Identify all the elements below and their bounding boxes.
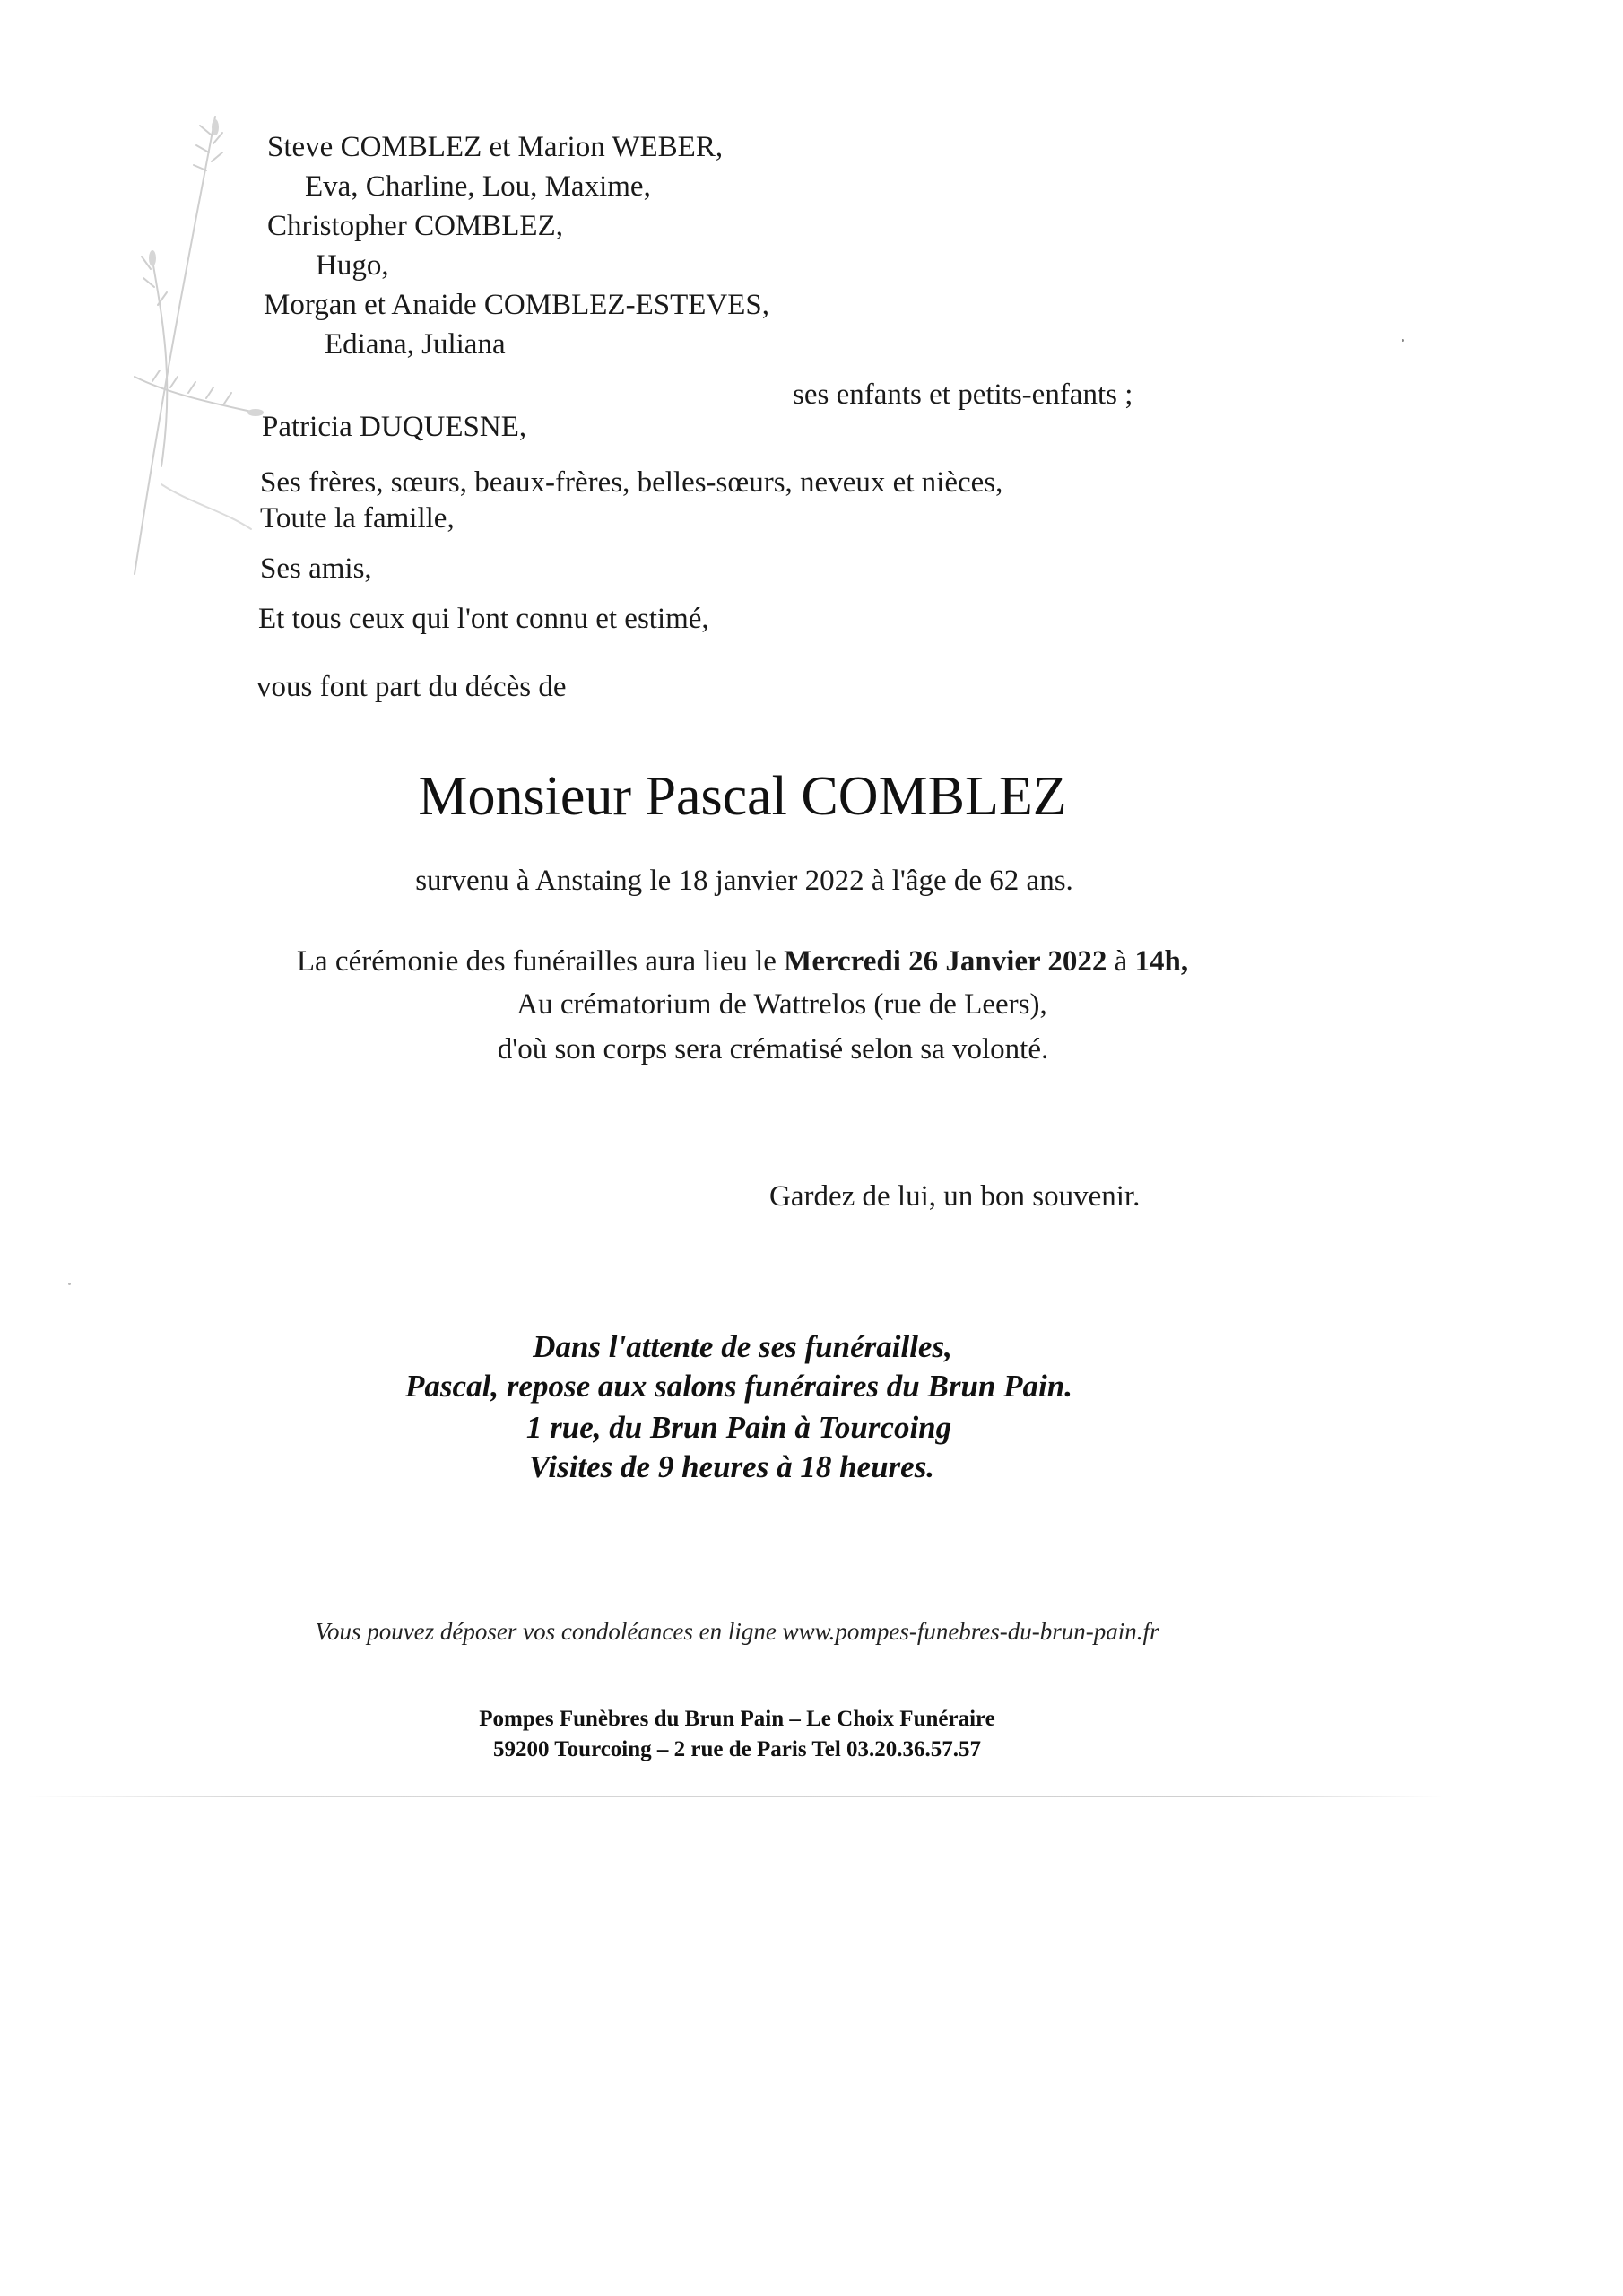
family-line-8: Ses frères, sœurs, beaux-frères, belles-sœurs, neveux et nièces, [260,466,1003,499]
ceremony-at: à [1114,945,1128,978]
family-line-10: Ses amis, [260,552,372,585]
visitation-line-1: Dans l'attente de ses funérailles, [533,1329,952,1364]
family-line-11: Et tous ceux qui l'ont connu et estimé, [258,603,709,635]
ceremony-place: Au crématorium de Wattrelos (rue de Leers), [516,988,1047,1021]
family-line-6: Ediana, Juliana [325,328,506,361]
scan-speck [68,1283,71,1285]
ceremony-note: d'où son corps sera crématisé selon sa volonté. [497,1033,1049,1065]
visitation-line-2: Pascal, repose aux salons funéraires du Brun Pain. [405,1369,1072,1404]
family-relation: ses enfants et petits-enfants ; [793,378,1133,411]
death-info: survenu à Anstaing le 18 janvier 2022 à l'âge de 62 ans. [415,865,1073,897]
ceremony-date: Mercredi 26 Janvier 2022 [784,945,1107,978]
memory-line: Gardez de lui, un bon souvenir. [769,1180,1141,1213]
family-line-4: Hugo, [316,249,389,282]
ceremony-hour: 14h, [1134,945,1189,978]
footer-line-2: 59200 Tourcoing – 2 rue de Paris Tel 03.20.36.57.57 [492,1737,982,1761]
family-line-9: Toute la famille, [260,502,455,535]
wheat-illustration [99,108,278,592]
ceremony-line [297,947,1188,977]
family-line-3: Christopher COMBLEZ, [267,210,563,242]
family-line-7: Patricia DUQUESNE, [262,411,527,443]
family-line-5: Morgan et Anaide COMBLEZ-ESTEVES, [264,289,769,321]
condolences-line: Vous pouvez déposer vos condoléances en ligne www.pompes-funebres-du-brun-pain.fr [315,1618,1159,1645]
announcement: vous font part du décès de [256,671,567,703]
visitation-line-3: 1 rue, du Brun Pain à Tourcoing [525,1410,952,1445]
family-line-2: Eva, Charline, Lou, Maxime, [305,170,651,203]
visitation-line-4: Visites de 9 heures à 18 heures. [528,1449,935,1484]
deceased-name: Monsieur Pascal COMBLEZ [418,766,1067,827]
ceremony-intro: La cérémonie des funérailles aura lieu le [296,945,777,978]
footer-line-1: Pompes Funèbres du Brun Pain – Le Choix Funéraire [479,1707,995,1731]
scan-speck [1402,339,1404,342]
family-line-1: Steve COMBLEZ et Marion WEBER, [267,131,724,163]
page-divider [27,1796,1444,1797]
